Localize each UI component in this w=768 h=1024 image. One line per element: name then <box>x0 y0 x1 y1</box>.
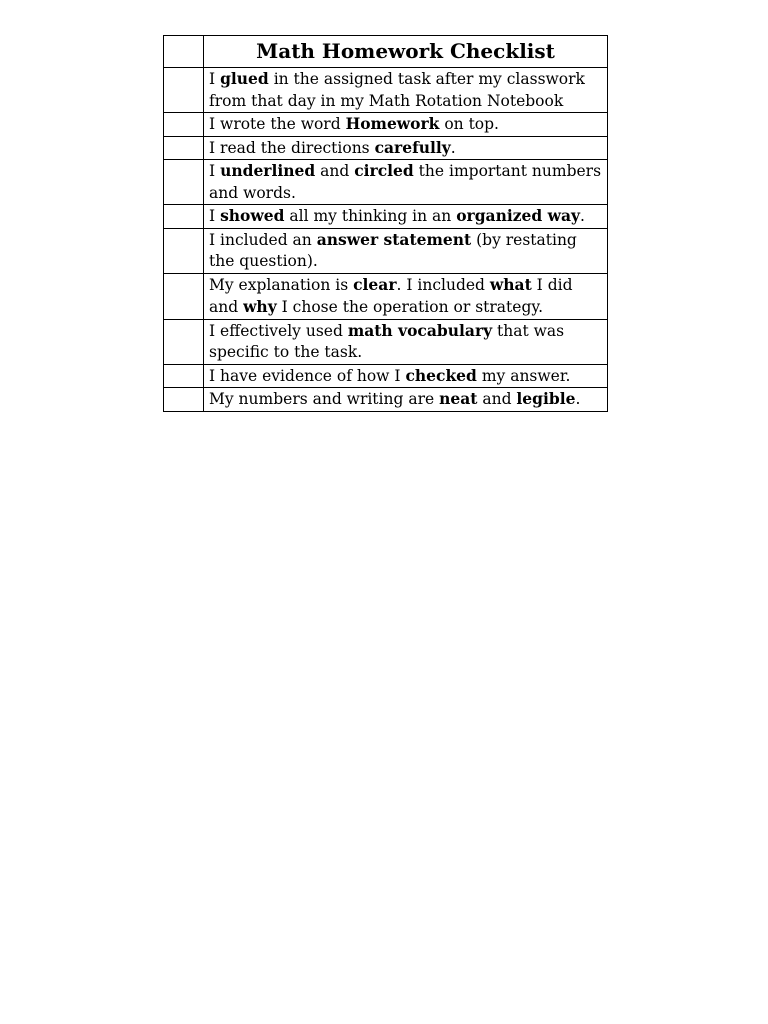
item-text: . I included <box>396 275 490 294</box>
checklist-row <box>164 364 608 388</box>
item-text: My explanation is <box>209 275 354 294</box>
item-text: I <box>209 207 221 225</box>
item-text: . <box>450 138 456 157</box>
item-text: My numbers and writing are <box>209 390 440 408</box>
item-text: on top. <box>439 115 499 133</box>
emphasized-text: why <box>243 297 277 316</box>
homework-checklist-table <box>163 35 608 412</box>
checklist-item-text <box>204 273 608 319</box>
item-text: I <box>209 162 221 180</box>
check-box-cell[interactable] <box>164 113 204 137</box>
emphasized-text: checked <box>405 365 477 385</box>
item-text: in the assigned task after my classwork from that day in my Math Rotation Notebook <box>209 70 585 110</box>
emphasized-text: glued <box>220 69 269 88</box>
check-box-cell[interactable] <box>164 68 204 113</box>
check-box-cell[interactable] <box>164 228 204 273</box>
checklist-row <box>164 319 608 364</box>
emphasized-text: clear <box>353 274 397 294</box>
checklist-item-text <box>204 388 608 412</box>
item-text: (by restating the question). <box>209 230 577 270</box>
item-text: I effectively used <box>209 321 348 340</box>
checklist-row <box>164 205 608 229</box>
checklist-row <box>164 136 608 160</box>
check-box-cell[interactable] <box>164 388 204 412</box>
checklist-header-row <box>164 36 608 68</box>
check-box-cell[interactable] <box>164 136 204 160</box>
emphasized-text: legible <box>516 389 576 408</box>
item-text: . <box>575 390 581 408</box>
checkmark-header-icon <box>164 36 204 68</box>
item-text: I chose the operation or strategy. <box>276 298 543 316</box>
check-box-cell[interactable] <box>164 364 204 388</box>
checklist-item-text <box>204 228 608 273</box>
checklist-body <box>164 68 608 412</box>
item-text: the important numbers and words. <box>209 162 602 202</box>
checklist-title: Math Homework Checklist <box>204 36 608 68</box>
emphasized-text: organized way <box>456 206 581 225</box>
item-text: I included an <box>209 230 317 249</box>
item-text: I did and <box>209 275 573 316</box>
checklist-item-text <box>204 136 608 160</box>
checklist-item-text <box>204 68 608 113</box>
checklist-row <box>164 68 608 113</box>
emphasized-text: neat <box>439 389 478 408</box>
check-box-cell[interactable] <box>164 205 204 229</box>
checklist-row <box>164 113 608 137</box>
emphasized-text: answer statement <box>316 229 472 249</box>
checklist-item-text <box>204 205 608 229</box>
item-text: I <box>209 70 221 88</box>
item-text: that was specific to the task. <box>209 321 565 361</box>
check-box-cell[interactable] <box>164 160 204 205</box>
checklist-item-text <box>204 319 608 364</box>
checklist-item-text <box>204 113 608 137</box>
emphasized-text: carefully <box>374 137 451 157</box>
emphasized-text: underlined <box>220 161 316 180</box>
checklist-row <box>164 388 608 412</box>
item-text: my answer. <box>476 366 571 385</box>
item-text: and <box>315 162 355 180</box>
checklist-row <box>164 273 608 319</box>
check-box-cell[interactable] <box>164 273 204 319</box>
item-text: all my thinking in an <box>284 207 457 225</box>
checklist-item-text <box>204 160 608 205</box>
item-text: I wrote the word <box>209 115 346 133</box>
checklist-row <box>164 228 608 273</box>
item-text: I have evidence of how I <box>209 366 406 385</box>
emphasized-text: Homework <box>345 114 440 133</box>
item-text: and <box>477 390 517 408</box>
checklist-row <box>164 160 608 205</box>
emphasized-text: circled <box>354 161 414 180</box>
checklist-item-text <box>204 364 608 388</box>
emphasized-text: showed <box>220 206 285 225</box>
check-box-cell[interactable] <box>164 319 204 364</box>
item-text: . <box>580 207 585 225</box>
emphasized-text: math vocabulary <box>347 320 493 340</box>
item-text: I read the directions <box>209 138 375 157</box>
emphasized-text: what <box>489 274 532 294</box>
